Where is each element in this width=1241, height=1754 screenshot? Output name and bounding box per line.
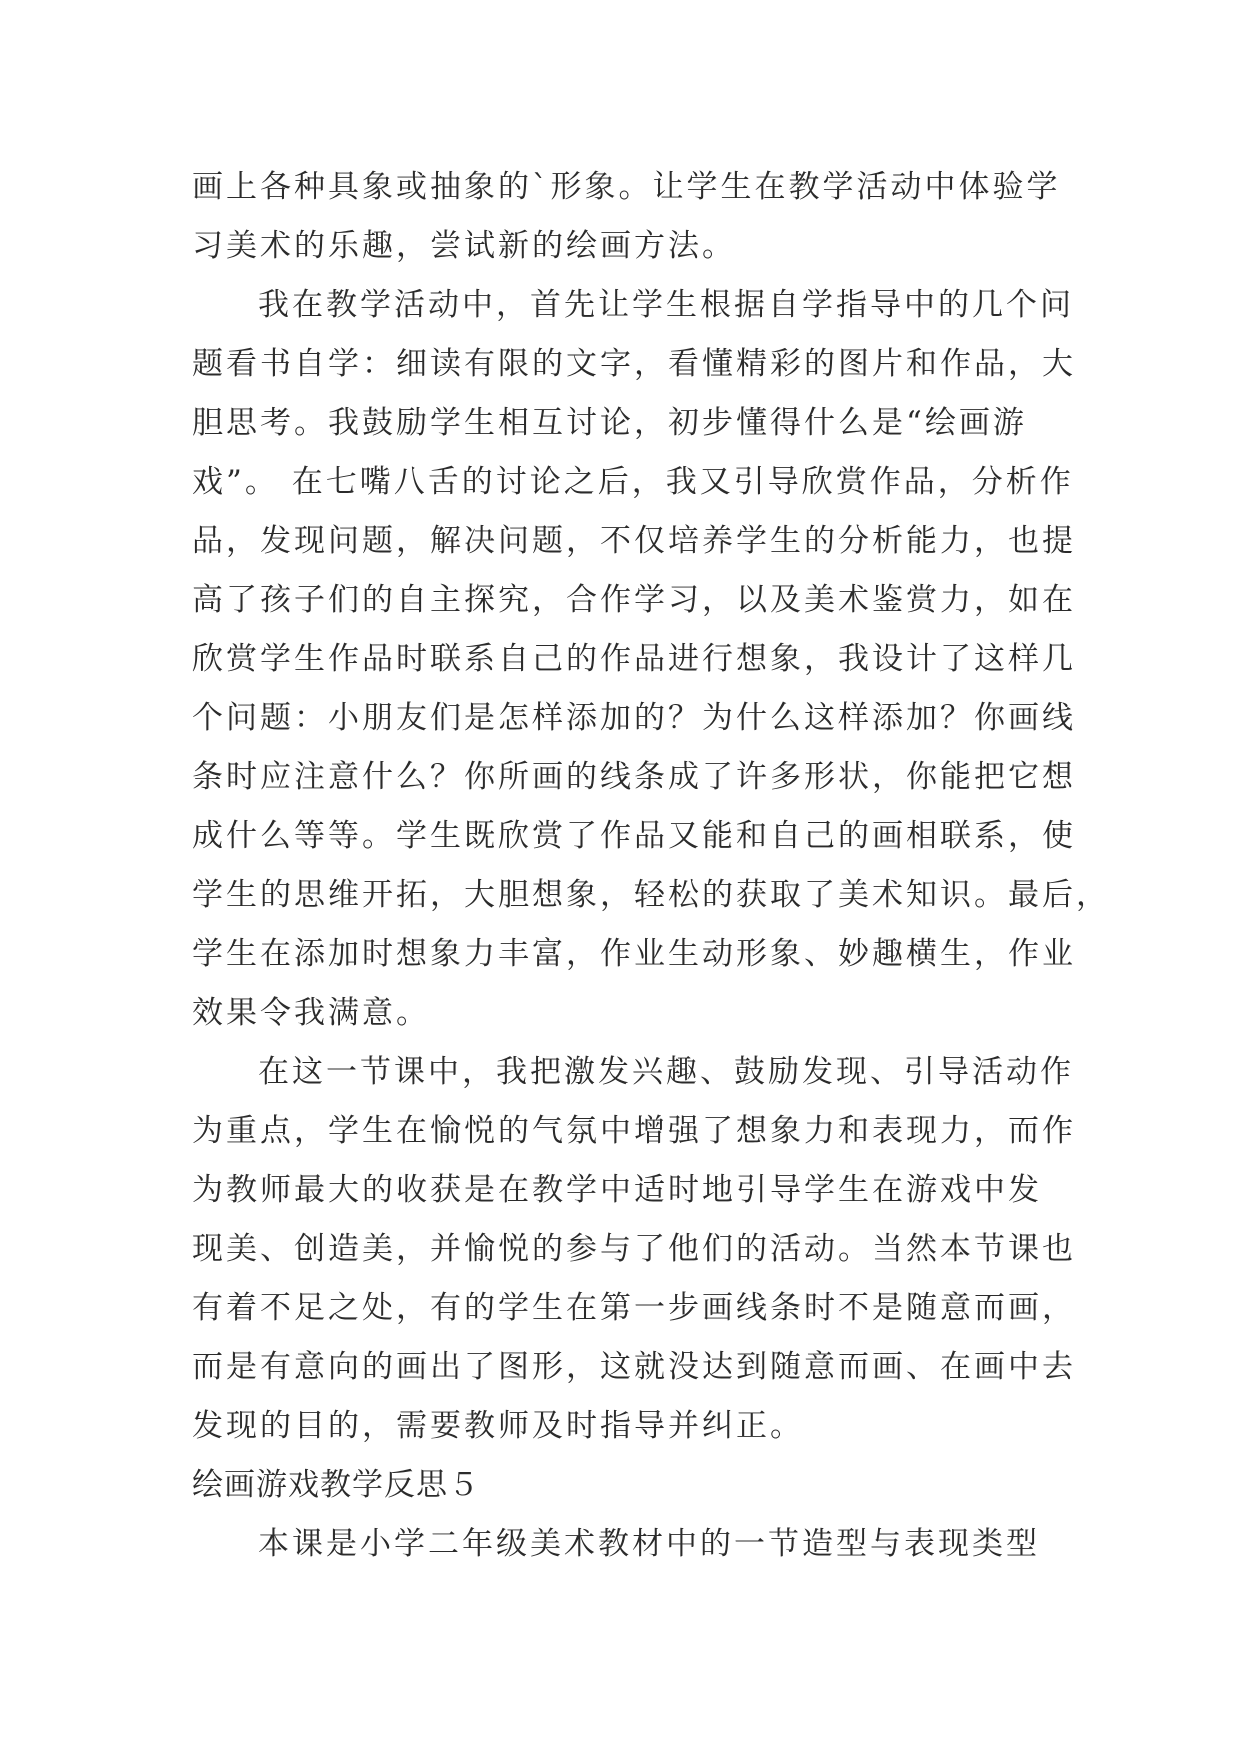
text-line: 品，发现问题，解决问题，不仅培养学生的分析能力，也提 — [192, 523, 1076, 559]
text-line: 为教师最大的收获是在教学中适时地引导学生在游戏中发 — [192, 1172, 1042, 1208]
text-line: 而是有意向的画出了图形，这就没达到随意而画、在画中去 — [192, 1349, 1076, 1385]
paragraph-start-line: 在这一节课中，我把激发兴趣、鼓励发现、引导活动作 — [258, 1054, 1074, 1090]
text-line: 题看书自学：细读有限的文字，看懂精彩的图片和作品，大 — [192, 346, 1076, 382]
text-line: 现美、创造美，并愉悦的参与了他们的活动。当然本节课也 — [192, 1231, 1076, 1267]
text-line: 习美术的乐趣，尝试新的绘画方法。 — [192, 228, 736, 264]
text-line: 为重点，学生在愉悦的气氛中增强了想象力和表现力，而作 — [192, 1113, 1076, 1149]
paragraph-start-line: 我在教学活动中，首先让学生根据自学指导中的几个问 — [258, 287, 1074, 323]
document-body — [192, 158, 1110, 1574]
text-line: 有着不足之处，有的学生在第一步画线条时不是随意而画， — [192, 1290, 1076, 1326]
text-line: 个问题：小朋友们是怎样添加的？为什么这样添加？你画线 — [192, 700, 1076, 736]
paragraph-start-line: 本课是小学二年级美术教材中的一节造型与表现类型 — [258, 1526, 1040, 1562]
text-line: 条时应注意什么？你所画的线条成了许多形状，你能把它想 — [192, 759, 1076, 795]
text-line: 高了孩子们的自主探究，合作学习，以及美术鉴赏力，如在 — [192, 582, 1076, 618]
text-line: 效果令我满意。 — [192, 995, 430, 1031]
text-line: 戏”。 在七嘴八舌的讨论之后，我又引导欣赏作品，分析作 — [192, 464, 1074, 500]
text-line: 学生在添加时想象力丰富，作业生动形象、妙趣横生，作业 — [192, 936, 1076, 972]
text-line: 欣赏学生作品时联系自己的作品进行想象，我设计了这样几 — [192, 641, 1076, 677]
text-line: 学生的思维开拓，大胆想象，轻松的获取了美术知识。最后， — [192, 877, 1110, 913]
text-line: 发现的目的，需要教师及时指导并纠正。 — [192, 1408, 804, 1444]
text-line: 胆思考。我鼓励学生相互讨论，初步懂得什么是“绘画游 — [192, 405, 1027, 441]
text-line: 成什么等等。学生既欣赏了作品又能和自己的画相联系，使 — [192, 818, 1076, 854]
text-line: 画上各种具象或抽象的`形象。让学生在教学活动中体验学 — [192, 169, 1061, 205]
section-heading: 绘画游戏教学反思５ — [192, 1467, 480, 1503]
